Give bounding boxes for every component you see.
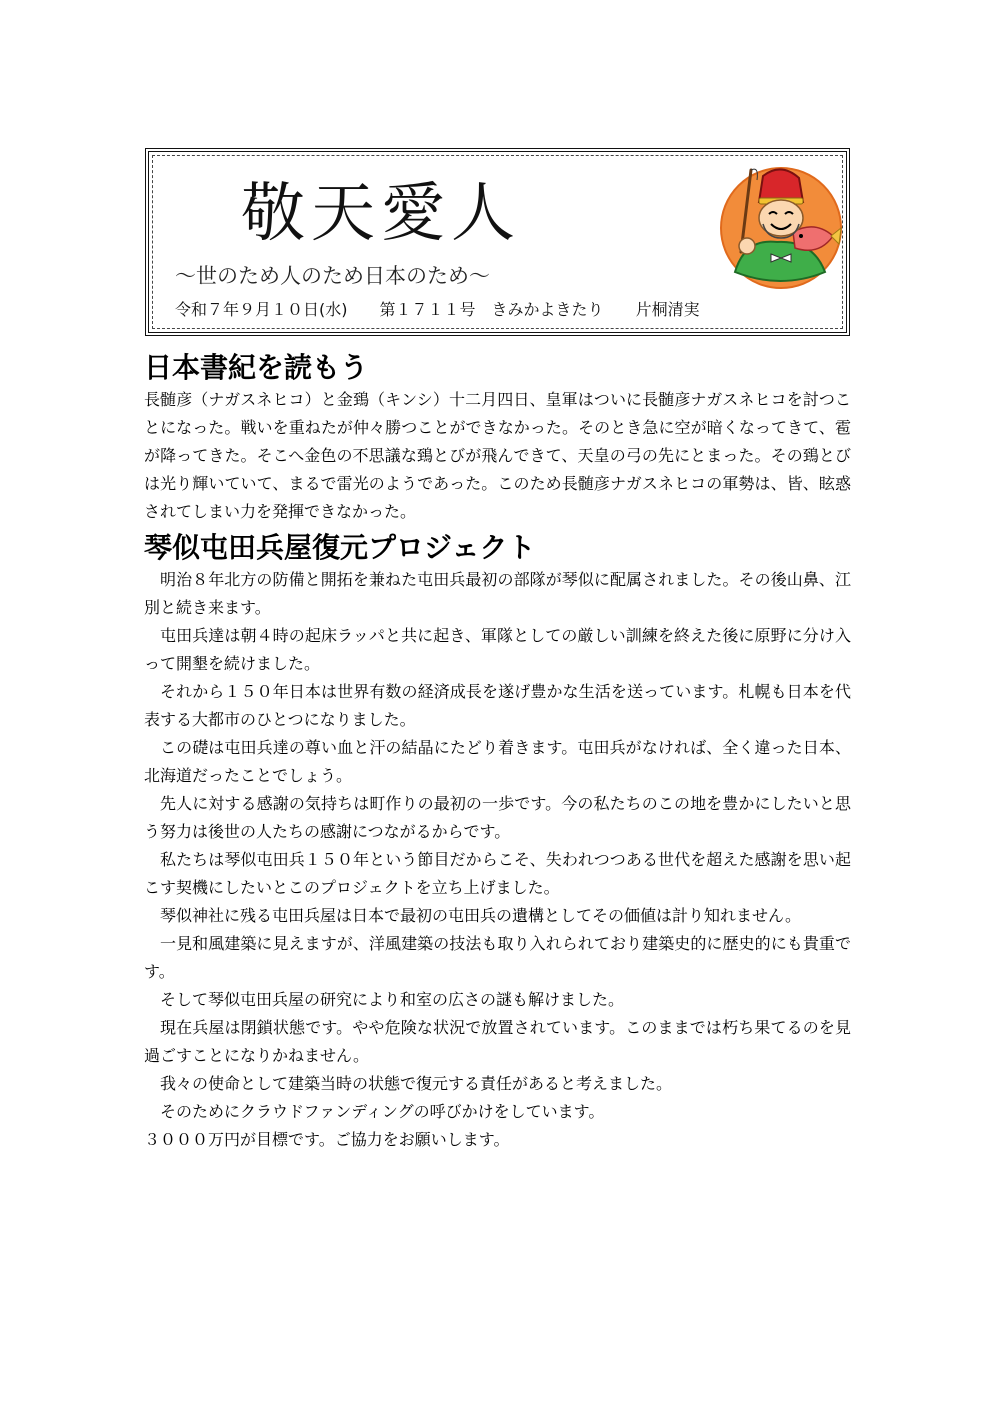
- paragraph: それから１５０年日本は世界有数の経済成長を遂げ豊かな生活を送っています。札幌も日本を代表する大都市のひとつになりました。: [144, 682, 851, 729]
- masthead-inner: [152, 155, 843, 329]
- masthead-box: [145, 148, 850, 336]
- paragraph: 先人に対する感謝の気持ちは町作りの最初の一歩です。今の私たちのこの地を豊かにしたいと思う努力は後世の人たちの感謝につながるからです。: [144, 794, 851, 841]
- section-heading-tondenhei-project: 琴似屯田兵屋復元プロジェクト: [144, 531, 536, 564]
- paragraph: 屯田兵達は朝４時の起床ラッパと共に起き、軍隊としての厳しい訓練を終えた後に原野に分け入って開墾を続けました。: [144, 626, 851, 673]
- paragraph: 我々の使命として建築当時の状態で復元する責任があると考えました。: [160, 1074, 673, 1093]
- newsletter-title: 敬天愛人: [241, 177, 521, 251]
- ebisu-mascot-icon: [715, 162, 843, 294]
- paragraph: 現在兵屋は閉鎖状態です。やや危険な状況で放置されています。このままでは朽ち果てるのを見過ごすことになりかねません。: [144, 1018, 851, 1065]
- paragraph: 一見和風建築に見えますが、洋風建築の技法も取り入れられており建築史的に歴史的にも貴重です。: [144, 934, 851, 981]
- paragraph: 私たちは琴似屯田兵１５０年という節目だからこそ、失われつつある世代を超えた感謝を思い起こす契機にしたいとこのプロジェクトを立ち上げました。: [144, 850, 851, 897]
- issue-number: 第１７１１号: [379, 300, 476, 319]
- paragraph: 琴似神社に残る屯田兵屋は日本で最初の屯田兵の遺構としてその価値は計り知れません。: [160, 906, 801, 925]
- section-body-nihon-shoki: 長髄彦（ナガスネヒコ）と金鵄（キンシ）十二月四日、皇軍はついに長髄彦ナガスネヒコを討つことになった。戦いを重ねたが仲々勝つことができなかった。そのとき急に空が暗くなってきて、雹が降ってきた。そこへ金色の不思議な鵄とびが飛んできて、天皇の弓の先にとまった。その鵄とびは光り輝いていて、まるで雷光のようであった。このため長髄彦ナガスネヒコの軍勢は、皆、眩惑されてしまい力を発揮できなかった。: [144, 390, 851, 521]
- paragraph: そのためにクラウドファンディングの呼びかけをしています。: [160, 1102, 605, 1121]
- paragraph: ３０００万円が目標です。ご協力をお願いします。: [144, 1130, 510, 1149]
- issue-date: 令和７年９月１０日(水): [175, 300, 348, 319]
- paragraph: この礎は屯田兵達の尊い血と汗の結晶にたどり着きます。屯田兵がなければ、全く違った日本、北海道だったことでしょう。: [144, 738, 851, 785]
- paragraph: そして琴似屯田兵屋の研究により和室の広さの謎も解けました。: [160, 990, 625, 1009]
- paragraph: 明治８年北方の防備と開拓を兼ねた屯田兵最初の部隊が琴似に配属されました。その後山鼻、江別と続き来ます。: [144, 570, 851, 617]
- section-body-tondenhei-project: [144, 566, 851, 1154]
- issue-info-line: [175, 302, 700, 318]
- author-name: 片桐清実: [635, 300, 700, 319]
- section-heading-nihon-shoki: 日本書紀を読もう: [144, 351, 369, 384]
- newsletter-subtitle: ～世のため人のため日本のため～: [175, 264, 490, 288]
- column-name: きみかよきたり: [491, 300, 604, 319]
